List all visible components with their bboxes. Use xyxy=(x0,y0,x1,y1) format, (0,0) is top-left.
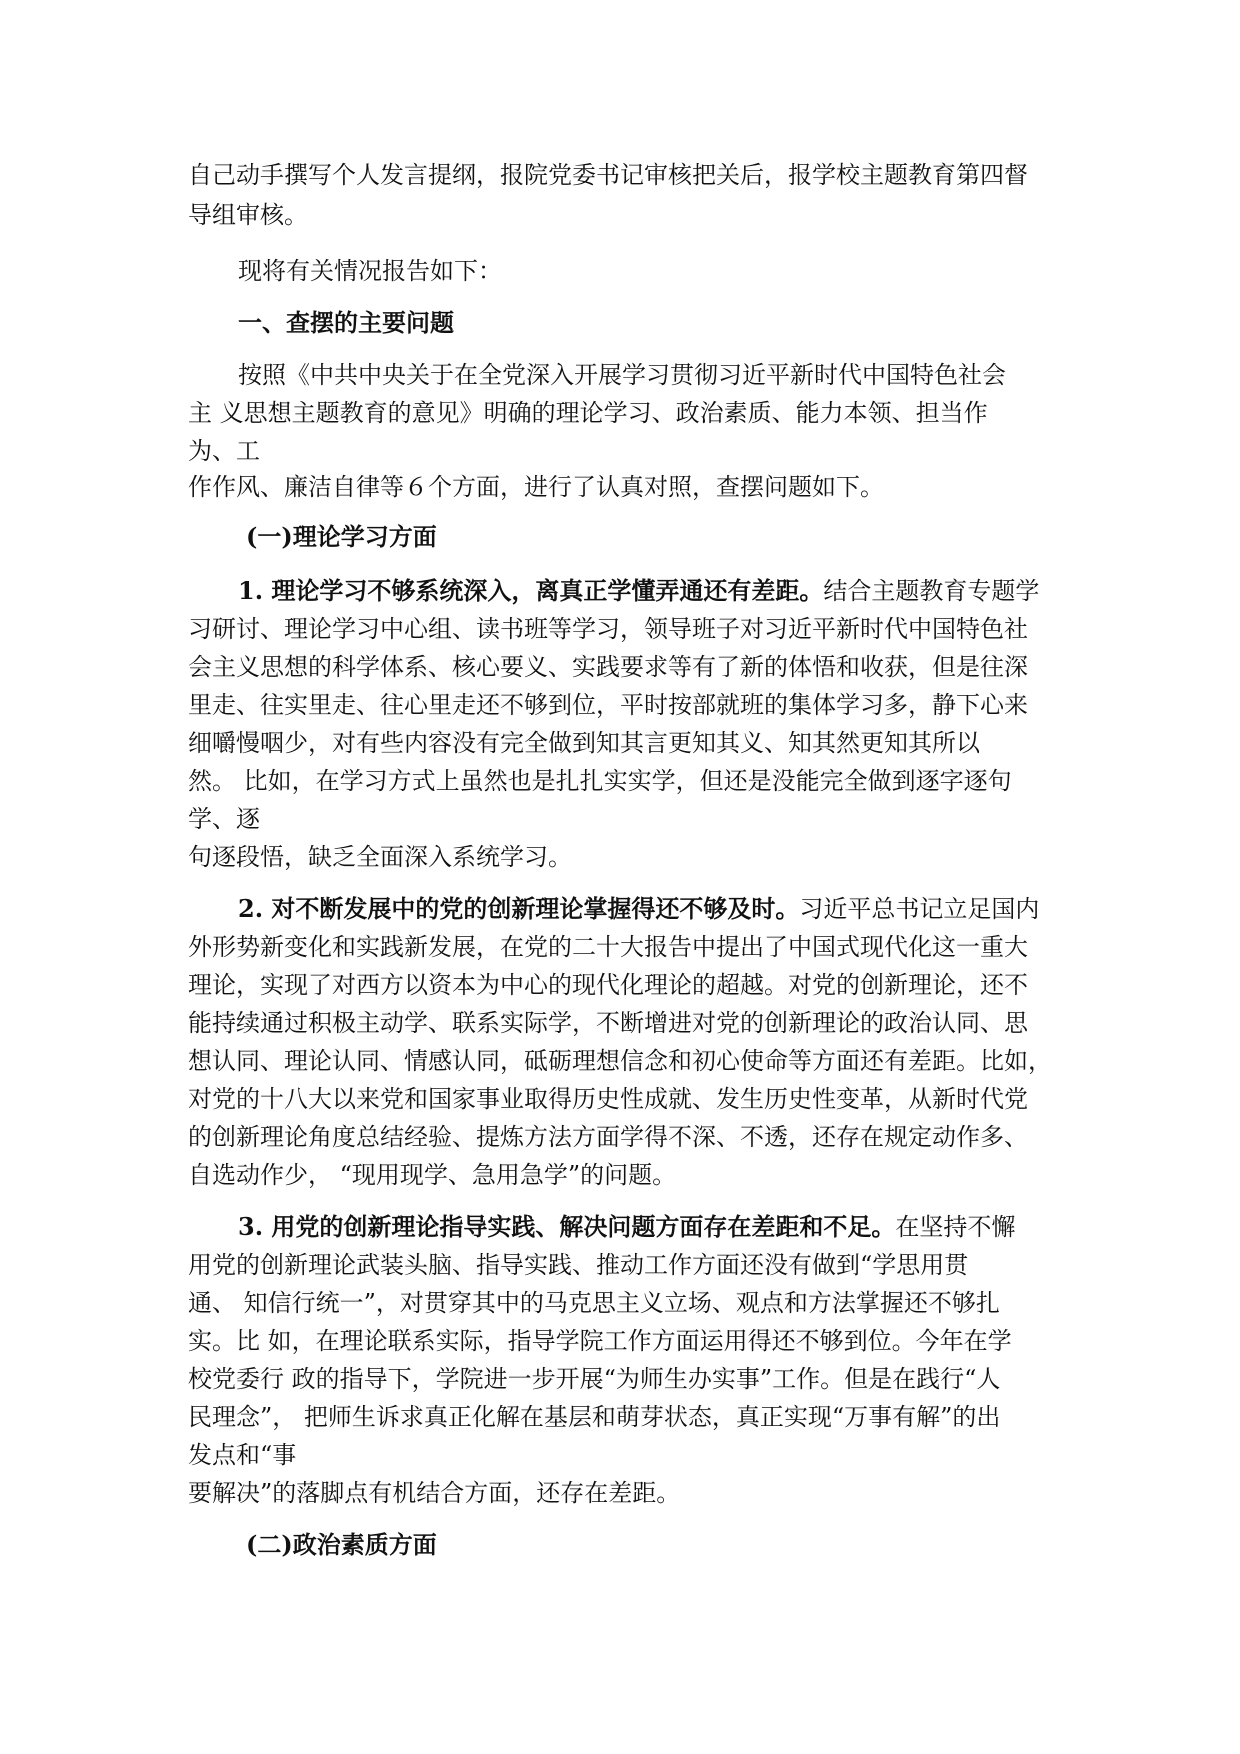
subsection-heading-political-quality: (二)政治素质方面 xyxy=(246,1530,437,1559)
item3-line: 通、 知信行统一”，对贯穿其中的马克思主义立场、观点和方法掌握还不够扎 xyxy=(188,1289,1000,1317)
item3-line: 要解决”的落脚点有机结合方面，还存在差距。 xyxy=(188,1479,681,1507)
item1-line: 会主义思想的科学体系、核心要义、实践要求等有了新的体悟和收获，但是往深 xyxy=(188,653,1028,681)
item2-line: 理论，实现了对西方以资本为中心的现代化理论的超越。对党的创新理论，还不 xyxy=(188,971,1028,999)
item3-line: 发点和“事 xyxy=(188,1441,297,1469)
item2-first-line xyxy=(238,894,1039,924)
item1-line: 习研讨、理论学习中心组、读书班等学习，领导班子对习近平新时代中国特色社 xyxy=(188,615,1028,643)
item3-first-line xyxy=(238,1212,1015,1242)
item2-title: 2. 对不断发展中的党的创新理论掌握得还不够及时。 xyxy=(238,894,800,923)
subsection-heading-theory-study: (一)理论学习方面 xyxy=(246,522,437,551)
item1-line: 句逐段悟，缺乏全面深入系统学习。 xyxy=(188,843,572,871)
item2-line: 对党的十八大以来党和国家事业取得历史性成就、发生历史性变革，从新时代党 xyxy=(188,1085,1028,1113)
item3-line: 实。比 如，在理论联系实际，指导学院工作方面运用得还不够到位。今年在学 xyxy=(188,1327,1012,1355)
item2-line: 想认同、理论认同、情感认同，砥砺理想信念和初心使命等方面还有差距。比如， xyxy=(188,1047,1052,1075)
section1-para-line: 为、工 xyxy=(188,437,260,465)
section-heading-main-problems: 一、查摆的主要问题 xyxy=(238,308,454,337)
intro-line-1: 自己动手撰写个人发言提纲，报院党委书记审核把关后，报学校主题教育第四督 xyxy=(188,161,1028,189)
item3-title: 3. 用党的创新理论指导实践、解决问题方面存在差距和不足。 xyxy=(238,1212,896,1241)
intro-line-2: 导组审核。 xyxy=(188,201,308,229)
item3-line: 用党的创新理论武装头脑、指导实践、推动工作方面还没有做到“学思用贯 xyxy=(188,1251,969,1279)
item1-first-rest: 结合主题教育专题学 xyxy=(823,577,1040,605)
item1-line: 然。 比如，在学习方式上虽然也是扎扎实实学，但还是没能完全做到逐字逐句 xyxy=(188,767,1012,795)
item2-first-rest: 习近平总书记立足国内 xyxy=(799,895,1040,923)
item1-line: 学、逐 xyxy=(188,805,260,833)
item2-line: 外形势新变化和实践新发展，在党的二十大报告中提出了中国式现代化这一重大 xyxy=(188,933,1028,961)
section1-para-line: 主 义思想主题教育的意见》明确的理论学习、政治素质、能力本领、担当作 xyxy=(188,399,988,427)
item1-first-line xyxy=(238,576,1039,606)
item1-line: 细嚼慢咽少，对有些内容没有完全做到知其言更知其义、知其然更知其所以 xyxy=(188,729,980,757)
item3-line: 民理念”， 把师生诉求真正化解在基层和萌芽状态，真正实现“万事有解”的出 xyxy=(188,1403,1001,1431)
item3-line: 校党委行 政的指导下，学院进一步开展“为师生办实事”工作。但是在践行“人 xyxy=(188,1365,1001,1393)
item2-line: 自选动作少， “现用现学、急用急学”的问题。 xyxy=(188,1161,677,1189)
item2-line: 的创新理论角度总结经验、提炼方法方面学得不深、不透，还存在规定动作多、 xyxy=(188,1123,1028,1151)
item3-first-rest: 在坚持不懈 xyxy=(895,1213,1016,1241)
item1-line: 里走、往实里走、往心里走还不够到位，平时按部就班的集体学习多，静下心来 xyxy=(188,691,1028,719)
section1-para-line: 按照《中共中央关于在全党深入开展学习贯彻习近平新时代中国特色社会 xyxy=(238,361,1006,389)
report-intro-line: 现将有关情况报告如下： xyxy=(238,257,502,285)
item2-line: 能持续通过积极主动学、联系实际学，不断增进对党的创新理论的政治认同、思 xyxy=(188,1009,1028,1037)
section1-para-line: 作作风、廉洁自律等６个方面，进行了认真对照，查摆问题如下。 xyxy=(188,473,884,501)
item1-title: 1. 理论学习不够系统深入，离真正学懂弄通还有差距。 xyxy=(238,576,824,605)
